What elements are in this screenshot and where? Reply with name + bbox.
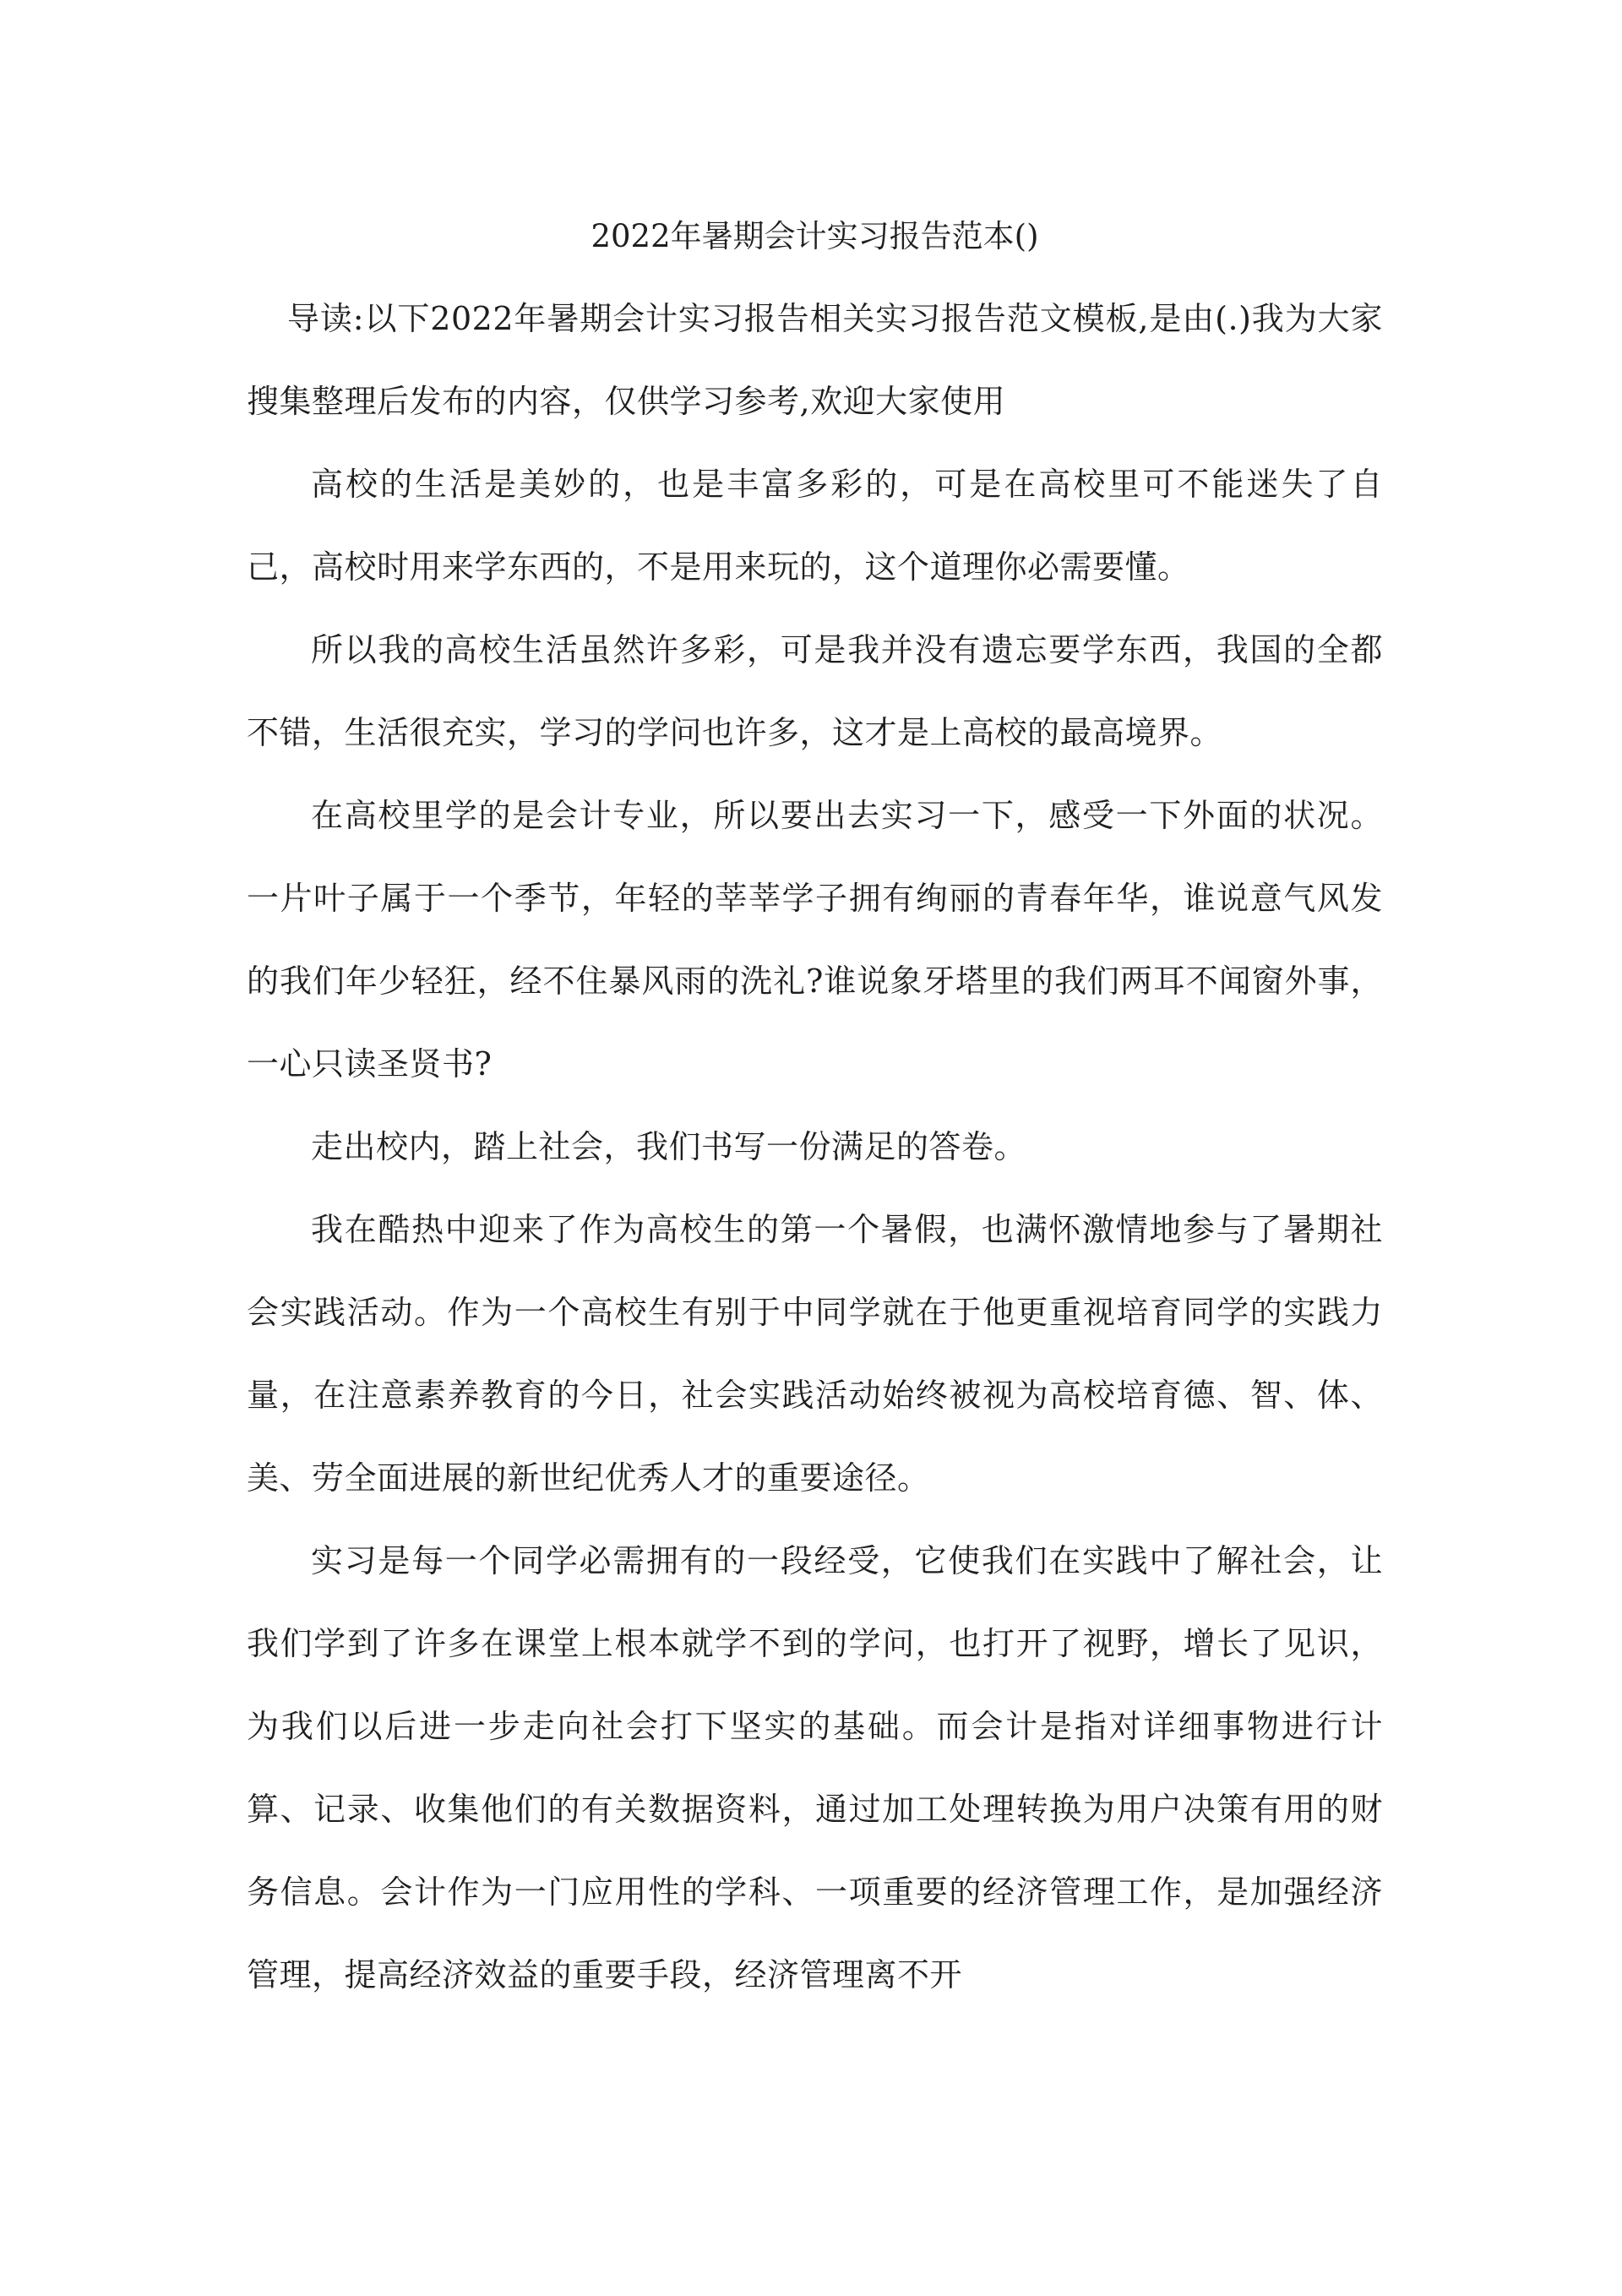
document-title: 2022年暑期会计实习报告范本() xyxy=(591,218,1039,254)
document-page xyxy=(247,203,1383,2016)
intro-paragraph: 导读:以下2022年暑期会计实习报告相关实习报告范文模板,是由(.)我为大家搜集整理后发布的内容，仅供学习参考,欢迎大家使用 xyxy=(247,300,1383,420)
body-paragraph-3: 在高校里学的是会计专业，所以要出去实习一下，感受一下外面的状况。一片叶子属于一个季节，年轻的莘莘学子拥有绚丽的青春年华，谁说意气风发的我们年少轻狂，经不住暴风雨的洗礼?谁说象牙塔里的我们两耳不闻窗外事，一心只读圣贤书? xyxy=(247,797,1383,1083)
body-paragraph-1: 高校的生活是美妙的，也是丰富多彩的，可是在高校里可不能迷失了自己，高校时用来学东西的，不是用来玩的，这个道理你必需要懂。 xyxy=(247,466,1383,586)
body-paragraph-2: 所以我的高校生活虽然许多彩，可是我并没有遗忘要学东西，我国的全都不错，生活很充实，学习的学问也许多，这才是上高校的最高境界。 xyxy=(247,631,1383,751)
body-paragraph-4: 走出校内，踏上社会，我们书写一份满足的答卷。 xyxy=(311,1128,1027,1165)
body-paragraph-6: 实习是每一个同学必需拥有的一段经受，它使我们在实践中了解社会，让我们学到了许多在课堂上根本就学不到的学问，也打开了视野，增长了见识，为我们以后进一步走向社会打下坚实的基础。而会计是指对详细事物进行计算、记录、收集他们的有关数据资料，通过加工处理转换为用户决策有用的财务信息。会计作为一门应用性的学科、一项重要的经济管理工作，是加强经济管理，提高经济效益的重要手段，经济管理离不开 xyxy=(247,1542,1383,1993)
body-paragraph-5: 我在酷热中迎来了作为高校生的第一个暑假，也满怀激情地参与了暑期社会实践活动。作为一个高校生有别于中同学就在于他更重视培育同学的实践力量，在注意素养教育的今日，社会实践活动始终被视为高校培育德、智、体、美、劳全面进展的新世纪优秀人才的重要途径。 xyxy=(247,1211,1383,1497)
